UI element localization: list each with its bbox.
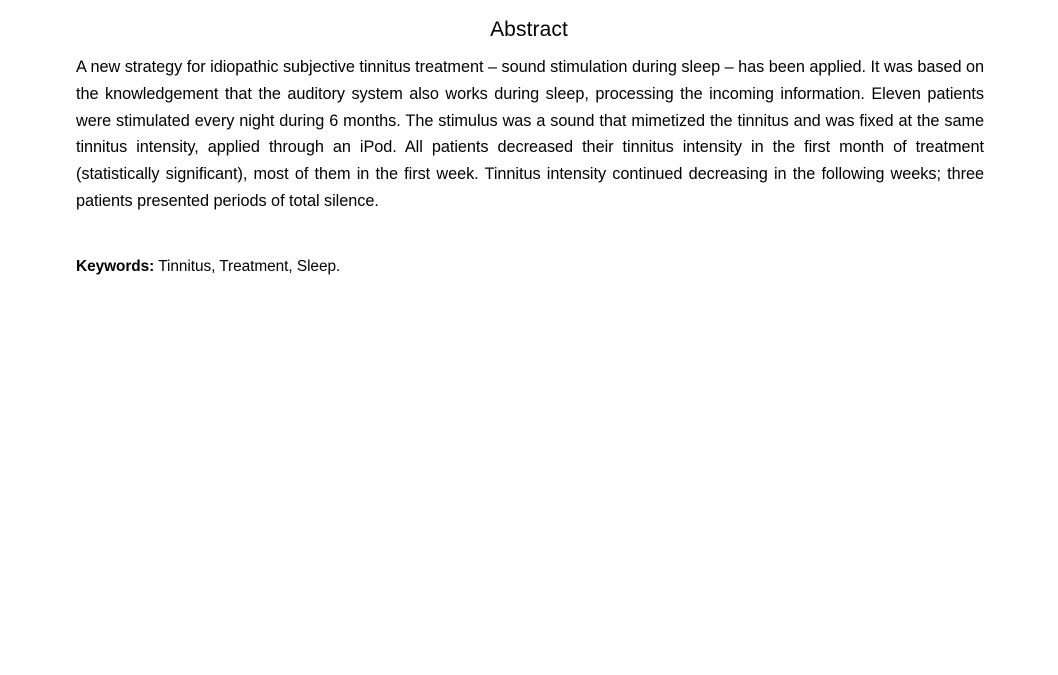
keywords-label: Keywords: [76,258,155,275]
page-title: Abstract [490,18,568,42]
keywords-line [76,256,984,277]
abstract-section [76,54,984,215]
abstract-paragraph: A new strategy for idiopathic subjective tinnitus treatment – sound stimulation during sleep – has been applied. It was based on the knowledgement that the auditory system also works during sleep, processing the incoming information. Eleven patients were stimulated every night during 6 months. The stimulus was a sound that mimetized the tinnitus and was fixed at the same tinnitus intensity, applied through an iPod. All patients decreased their tinnitus intensity in the first month of treatment (statistically significant), most of them in the first week. Tinnitus intensity continued decreasing in the following weeks; three patients presented periods of total silence. [76,58,984,210]
keywords-values: Tinnitus, Treatment, Sleep. [158,258,341,275]
